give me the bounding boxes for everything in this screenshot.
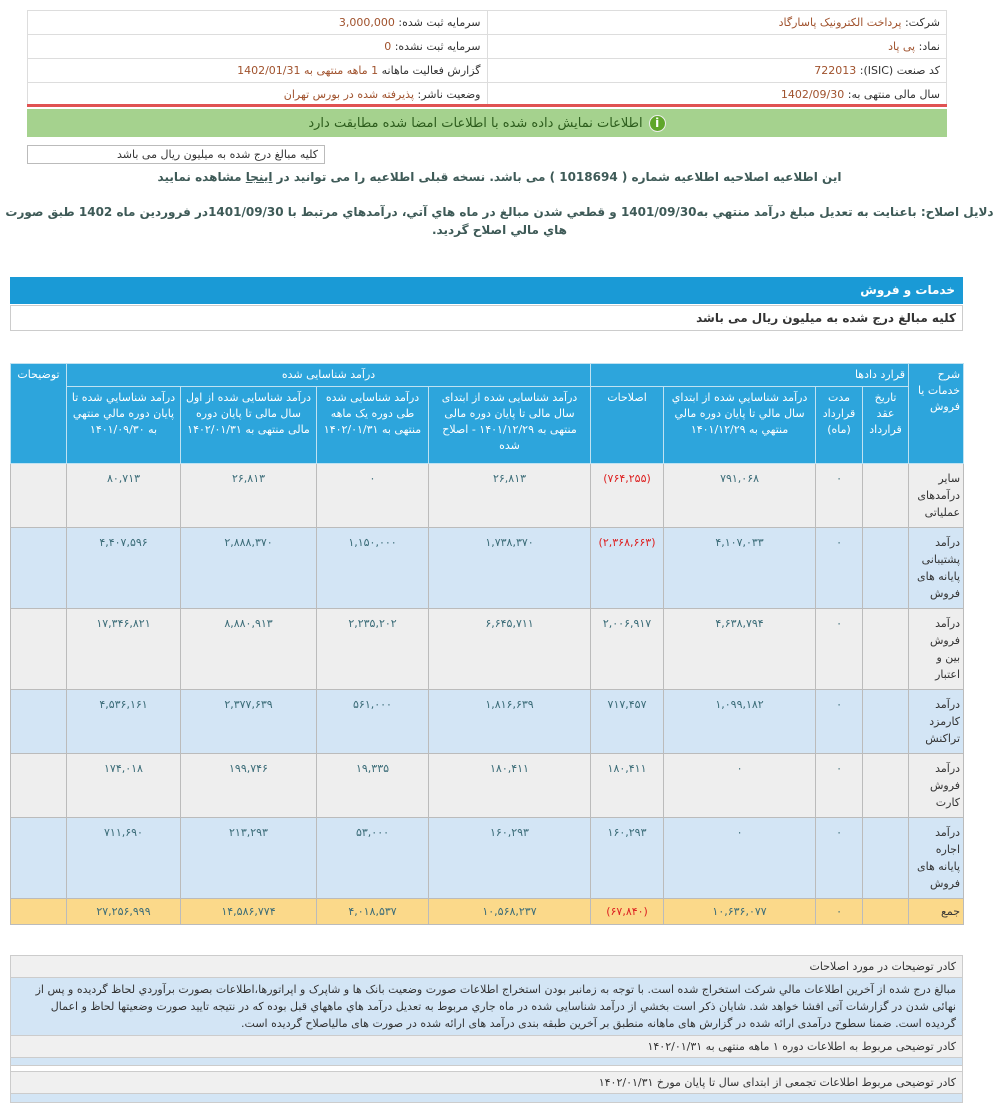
- table-row: [11, 528, 964, 609]
- cell-prev: ۷۹۱,۰۶۸: [664, 464, 816, 528]
- header-group-contracts: قرارد دادها: [591, 364, 909, 387]
- report-field: گزارش فعالیت ماهانه 1 ماهه منتهی به 1402/01/31: [28, 59, 488, 83]
- cell-ytd: ۲۶,۸۱۳: [181, 464, 317, 528]
- total-month: ۴,۰۱۸,۵۳۷: [317, 899, 429, 925]
- adjustments-comment-title: کادر توضیحات در مورد اصلاحات: [11, 956, 962, 978]
- total-prev: ۱۰,۶۳۶,۰۷۷: [664, 899, 816, 925]
- cell-total: ۴,۵۳۶,۱۶۱: [67, 690, 181, 754]
- cell-months: ۰: [816, 690, 863, 754]
- cell-month: ۲,۲۳۵,۲۰۲: [317, 609, 429, 690]
- cell-total: ۱۷,۳۴۶,۸۲۱: [67, 609, 181, 690]
- cell-date: [863, 464, 909, 528]
- cell-prev-adj: ۱,۷۳۸,۳۷۰: [429, 528, 591, 609]
- header-contract-date: تاریخ عقد قرارداد: [863, 387, 909, 464]
- cell-date: [863, 818, 909, 899]
- cell-prev-adj: ۶,۶۴۵,۷۱۱: [429, 609, 591, 690]
- cell-note: [11, 754, 67, 818]
- divider: [27, 104, 947, 107]
- verified-text: اطلاعات نمایش داده شده با اطلاعات امضا شده مطابقت دارد: [308, 115, 643, 131]
- verified-banner: [27, 109, 947, 137]
- report-date: 1402/01/31: [237, 64, 301, 77]
- cell-note: [11, 464, 67, 528]
- cell-month: ۱,۱۵۰,۰۰۰: [317, 528, 429, 609]
- cell-desc: درآمد اجاره پایانه های فروش: [909, 818, 964, 899]
- cell-month: ۱۹,۳۳۵: [317, 754, 429, 818]
- header-contract-months: مدت قرارداد (ماه): [816, 387, 863, 464]
- cell-ytd: ۱۹۹,۷۴۶: [181, 754, 317, 818]
- cell-adj: ۱۶۰,۲۹۳: [591, 818, 664, 899]
- section-title: خدمات و فروش: [10, 277, 963, 304]
- cell-desc: درآمد کارمزد تراکنش: [909, 690, 964, 754]
- cell-date: [863, 609, 909, 690]
- cell-prev: ۱,۰۹۹,۱۸۲: [664, 690, 816, 754]
- header-description: شرح خدمات یا فروش: [909, 364, 964, 464]
- cell-desc: درآمد فروش بین و اعتبار: [909, 609, 964, 690]
- total-row: [11, 899, 964, 925]
- header-prev-revenue: درآمد شناسایي شده از ابتداي سال مالي تا پایان دوره مالي منتهي به ۱۴۰۱/۱۲/۲۹: [664, 387, 816, 464]
- total-adj: (۶۷,۸۴۰): [591, 899, 664, 925]
- cell-total: ۴,۴۰۷,۵۹۶: [67, 528, 181, 609]
- cell-adj: ۱۸۰,۴۱۱: [591, 754, 664, 818]
- adjustments-comment-body: مبالغ درج شده از آخرین اطلاعات مالي شرکت استخراج شده است. با توجه به زمانبر بودن استخراج اطلاعات صورت وضعیت بانک ها و شاپرک و اپراتورها،اطلاعات بصورت برآوردي لحاظ گرديده و پس از نهائی شدن در گزارشات آتی افشا خواهد شد. شایان ذکر است بخشي از درآمد شناسایی شده در ماه جاري مربوط به تعدیل درآمد هاي ماههاي قبل بوده که در نتیجه تایید صورت وضعیتها لحاظ و اعمال گردیده است. ضمنا سطوح درآمدی ارائه شده در گزارش های ماهانه منطبق بر آخرین طبقه بندی درآمد های ارائه شده در صورت های مالیاصلاح گردیده است.: [11, 978, 962, 1036]
- capital-field: سرمایه ثبت شده: 3,000,000: [28, 11, 488, 35]
- cell-total: ۷۱۱,۶۹۰: [67, 818, 181, 899]
- cell-month: ۵۶۱,۰۰۰: [317, 690, 429, 754]
- cell-ytd: ۲,۸۸۸,۳۷۰: [181, 528, 317, 609]
- header-total-revenue: درآمد شناسايي شده تا پایان دوره مالي منتهي به ۱۴۰۱/۰۹/۳۰: [67, 387, 181, 464]
- amendment-reasons: دلایل اصلاح: باعنایت به تعدیل مبلغ درآمد منتهي به1401/09/30 و قطعي شدن مبالغ در ماه هاي آتي، درآمدهاي مرتبط با 1401/09/30در فروردين ماه 1402 طبق صورت هاي مالي اصلاح گرديد.: [5, 205, 994, 237]
- total-date: [863, 899, 909, 925]
- previous-version-link[interactable]: اینجا: [245, 170, 273, 184]
- cell-desc: درآمد پشتیبانی پایانه های فروش: [909, 528, 964, 609]
- isic-value: 722013: [814, 64, 857, 77]
- unregistered-field: سرمایه ثبت نشده: 0: [28, 35, 488, 59]
- cell-date: [863, 754, 909, 818]
- fiscal-value: 1402/09/30: [780, 88, 845, 101]
- unit-note: کلیه مبالغ درج شده به میلیون ریال می باشد: [27, 145, 325, 164]
- symbol-field: نماد: پی پاد: [487, 35, 947, 59]
- cell-prev: ۴,۶۳۸,۷۹۴: [664, 609, 816, 690]
- revenue-table: [10, 363, 964, 925]
- header-month-revenue: درآمد شناسایی شده طی دوره یک ماهه منتهی به ۱۴۰۲/۰۱/۳۱: [317, 387, 429, 464]
- cell-note: [11, 690, 67, 754]
- table-row: [11, 818, 964, 899]
- unregistered-value: 0: [384, 40, 392, 53]
- amendment-notice: این اطلاعیه اصلاحیه اطلاعیه شماره ( 1018694 ) می باشد. نسخه قبلی اطلاعیه را می توانید در اینجا مشاهده نمایید: [157, 170, 842, 184]
- cell-date: [863, 528, 909, 609]
- cell-prev: ۰: [664, 754, 816, 818]
- cell-desc: سایر درآمدهای عملیاتی: [909, 464, 964, 528]
- comments-panel: [10, 955, 963, 1103]
- cell-date: [863, 690, 909, 754]
- total-desc: جمع: [909, 899, 964, 925]
- cell-prev: ۴,۱۰۷,۰۳۳: [664, 528, 816, 609]
- company-field: شرکت: پرداخت الکترونیک پاسارگاد: [487, 11, 947, 35]
- section-unit-note: کلیه مبالغ درج شده به میلیون ریال می باشد: [10, 305, 963, 331]
- cell-prev-adj: ۲۶,۸۱۳: [429, 464, 591, 528]
- cell-total: ۱۷۴,۰۱۸: [67, 754, 181, 818]
- fiscal-field: سال مالی منتهی به: 1402/09/30: [487, 83, 947, 107]
- cell-adj: ۲,۰۰۶,۹۱۷: [591, 609, 664, 690]
- cell-months: ۰: [816, 464, 863, 528]
- cell-note: [11, 528, 67, 609]
- symbol-value: پی پاد: [888, 40, 916, 53]
- capital-value: 3,000,000: [338, 16, 395, 29]
- total-ytd: ۱۴,۵۸۶,۷۷۴: [181, 899, 317, 925]
- status-value: پذیرفته شده در بورس تهران: [283, 88, 415, 101]
- cell-adj: ۷۱۷,۴۵۷: [591, 690, 664, 754]
- cell-prev-adj: ۱,۸۱۶,۶۳۹: [429, 690, 591, 754]
- cumulative-comment-title: کادر توضیحی مربوط اطلاعات تجمعی از ابتدای سال تا پایان مورخ ۱۴۰۲/۰۱/۳۱: [11, 1072, 962, 1094]
- cell-note: [11, 609, 67, 690]
- company-name: پرداخت الکترونیک پاسارگاد: [778, 16, 902, 29]
- info-icon: i: [649, 115, 666, 132]
- total-note: [11, 899, 67, 925]
- cell-months: ۰: [816, 754, 863, 818]
- header-ytd-revenue: درآمد شناسایی شده از اول سال مالی تا پایان دوره مالی منتهی به ۱۴۰۲/۰۱/۳۱: [181, 387, 317, 464]
- table-row: [11, 754, 964, 818]
- header-notes: توضیحات: [11, 364, 67, 464]
- header-prev-adjusted: درآمد شناسایی شده از ابتدای سال مالی تا پایان دوره مالی منتهی به ۱۴۰۱/۱۲/۲۹ - اصلاح شده: [429, 387, 591, 464]
- cell-month: ۰: [317, 464, 429, 528]
- table-row: [11, 609, 964, 690]
- cell-ytd: ۲۱۳,۲۹۳: [181, 818, 317, 899]
- cell-adj: (۲,۳۶۸,۶۶۳): [591, 528, 664, 609]
- cumulative-comment-body: [11, 1094, 962, 1102]
- total-total: ۲۷,۲۵۶,۹۹۹: [67, 899, 181, 925]
- total-months: ۰: [816, 899, 863, 925]
- header-adjustments: اصلاحات: [591, 387, 664, 464]
- status-field: وضعیت ناشر: پذیرفته شده در بورس تهران: [28, 83, 488, 107]
- isic-field: کد صنعت (ISIC): 722013: [487, 59, 947, 83]
- cell-months: ۰: [816, 818, 863, 899]
- cell-desc: درآمد فروش کارت: [909, 754, 964, 818]
- cell-months: ۰: [816, 609, 863, 690]
- cell-adj: (۷۶۴,۲۵۵): [591, 464, 664, 528]
- cell-prev-adj: ۱۸۰,۴۱۱: [429, 754, 591, 818]
- cell-note: [11, 818, 67, 899]
- table-row: [11, 464, 964, 528]
- cell-month: ۵۳,۰۰۰: [317, 818, 429, 899]
- cell-prev-adj: ۱۶۰,۲۹۳: [429, 818, 591, 899]
- period-comment-title: کادر توضیحی مربوط به اطلاعات دوره ۱ ماهه منتهی به ۱۴۰۲/۰۱/۳۱: [11, 1036, 962, 1058]
- cell-total: ۸۰,۷۱۳: [67, 464, 181, 528]
- cell-ytd: ۲,۳۷۷,۶۳۹: [181, 690, 317, 754]
- cell-prev: ۰: [664, 818, 816, 899]
- total-prev-adj: ۱۰,۵۶۸,۲۳۷: [429, 899, 591, 925]
- cell-months: ۰: [816, 528, 863, 609]
- cell-ytd: ۸,۸۸۰,۹۱۳: [181, 609, 317, 690]
- table-row: [11, 690, 964, 754]
- company-info-table: [27, 10, 947, 107]
- header-group-revenue: درآمد شناسایی شده: [67, 364, 591, 387]
